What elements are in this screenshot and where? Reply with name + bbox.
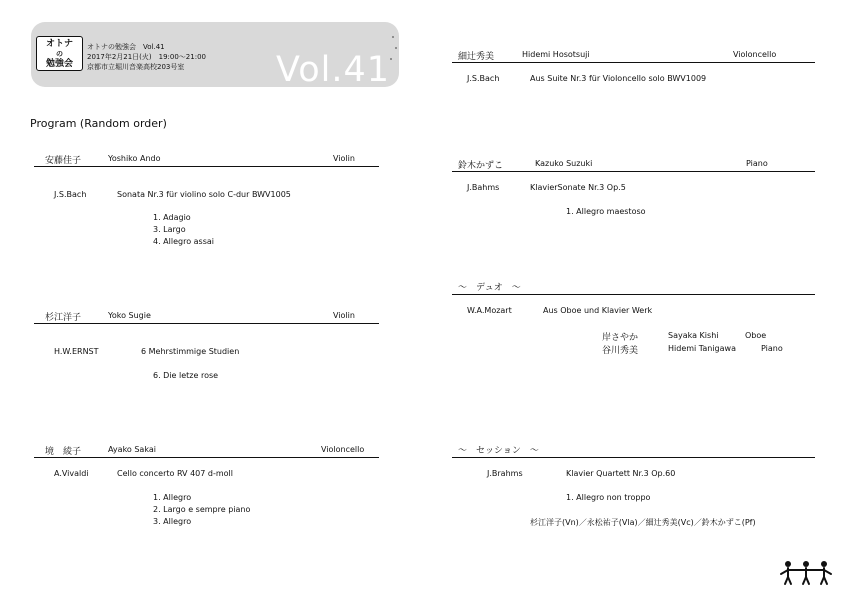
player-name-en: Sayaka Kishi xyxy=(668,331,719,340)
section-heading: ～ デュオ ～ xyxy=(458,283,521,293)
section-heading: ～ セッション ～ xyxy=(458,446,539,456)
decor-dot xyxy=(392,36,394,38)
performer-name-en: Hidemi Hosotsuji xyxy=(522,50,590,59)
player-instrument: Piano xyxy=(761,344,783,353)
event-venue: 京都市立堀川音楽高校203号室 xyxy=(87,63,185,71)
divider xyxy=(34,323,379,324)
session-players: 杉江洋子(Vn)／永松祐子(Vla)／細辻秀美(Vc)／鈴木かずこ(Pf) xyxy=(530,518,756,527)
performer-name-jp: 細辻秀美 xyxy=(458,52,495,62)
movement: 1. Allegro xyxy=(153,493,192,502)
work-title: Aus Oboe und Klavier Werk xyxy=(543,306,653,315)
three-people-holding-hands-icon xyxy=(779,560,833,586)
performer-name-jp: 杉江洋子 xyxy=(45,313,82,323)
movement: 3. Largo xyxy=(153,225,186,234)
composer: J.Brahms xyxy=(487,469,523,478)
logo-line: オトナ xyxy=(45,39,73,49)
movement: 1. Allegro maestoso xyxy=(566,207,646,216)
performer-name-jp: 境 綾子 xyxy=(45,447,82,457)
player-name-en: Hidemi Tanigawa xyxy=(668,344,736,353)
composer: J.Bahms xyxy=(467,183,500,192)
divider xyxy=(34,457,379,458)
program-title: Program (Random order) xyxy=(30,117,167,130)
divider xyxy=(452,457,815,458)
event-datetime: 2017年2月21日(火) 19:00～21:00 xyxy=(87,53,206,61)
movement: 3. Allegro xyxy=(153,517,192,526)
performer-name-jp: 安藤佳子 xyxy=(45,156,82,166)
composer: J.S.Bach xyxy=(54,190,87,199)
instrument: Piano xyxy=(746,159,768,168)
divider xyxy=(452,294,815,295)
player-instrument: Oboe xyxy=(745,331,767,340)
player-name-jp: 岸さやか xyxy=(602,333,639,343)
movement: 1. Allegro non troppo xyxy=(566,493,651,502)
composer: W.A.Mozart xyxy=(467,306,512,315)
work-title: Sonata Nr.3 für violino solo C-dur BWV1005 xyxy=(117,190,291,199)
instrument: Violin xyxy=(333,311,355,320)
performer-name-en: Ayako Sakai xyxy=(108,445,156,454)
decor-dot xyxy=(390,58,392,60)
performer-name-en: Yoko Sugie xyxy=(108,311,151,320)
volume-number: Vol.41 xyxy=(276,50,391,90)
event-name: オトナの勉強会 Vol.41 xyxy=(87,43,165,51)
divider xyxy=(452,171,815,172)
logo-line: 勉強会 xyxy=(45,59,73,69)
player-name-jp: 谷川秀美 xyxy=(602,346,639,356)
instrument: Violin xyxy=(333,154,355,163)
composer: H.W.ERNST xyxy=(54,347,99,356)
movement: 6. Die letze rose xyxy=(153,371,219,380)
work-title: Klavier Quartett Nr.3 Op.60 xyxy=(566,469,676,478)
divider xyxy=(452,62,815,63)
work-title: Aus Suite Nr.3 für Violoncello solo BWV1009 xyxy=(530,74,707,83)
instrument: Violoncello xyxy=(321,445,365,454)
decor-dot xyxy=(395,47,397,49)
composer: J.S.Bach xyxy=(467,74,500,83)
composer: A.Vivaldi xyxy=(54,469,89,478)
performer-name-jp: 鈴木かずこ xyxy=(458,161,504,171)
performer-name-en: Yoshiko Ando xyxy=(108,154,161,163)
movement: 2. Largo e sempre piano xyxy=(153,505,251,514)
logo-line: の xyxy=(56,50,63,58)
movement: 1. Adagio xyxy=(153,213,191,222)
divider xyxy=(34,166,379,167)
movement: 4. Allegro assai xyxy=(153,237,215,246)
instrument: Violoncello xyxy=(733,50,777,59)
work-title: KlavierSonate Nr.3 Op.5 xyxy=(530,183,626,192)
work-title: 6 Mehrstimmige Studien xyxy=(141,347,240,356)
performer-name-en: Kazuko Suzuki xyxy=(535,159,593,168)
work-title: Cello concerto RV 407 d-moll xyxy=(117,469,233,478)
logo xyxy=(36,36,83,71)
